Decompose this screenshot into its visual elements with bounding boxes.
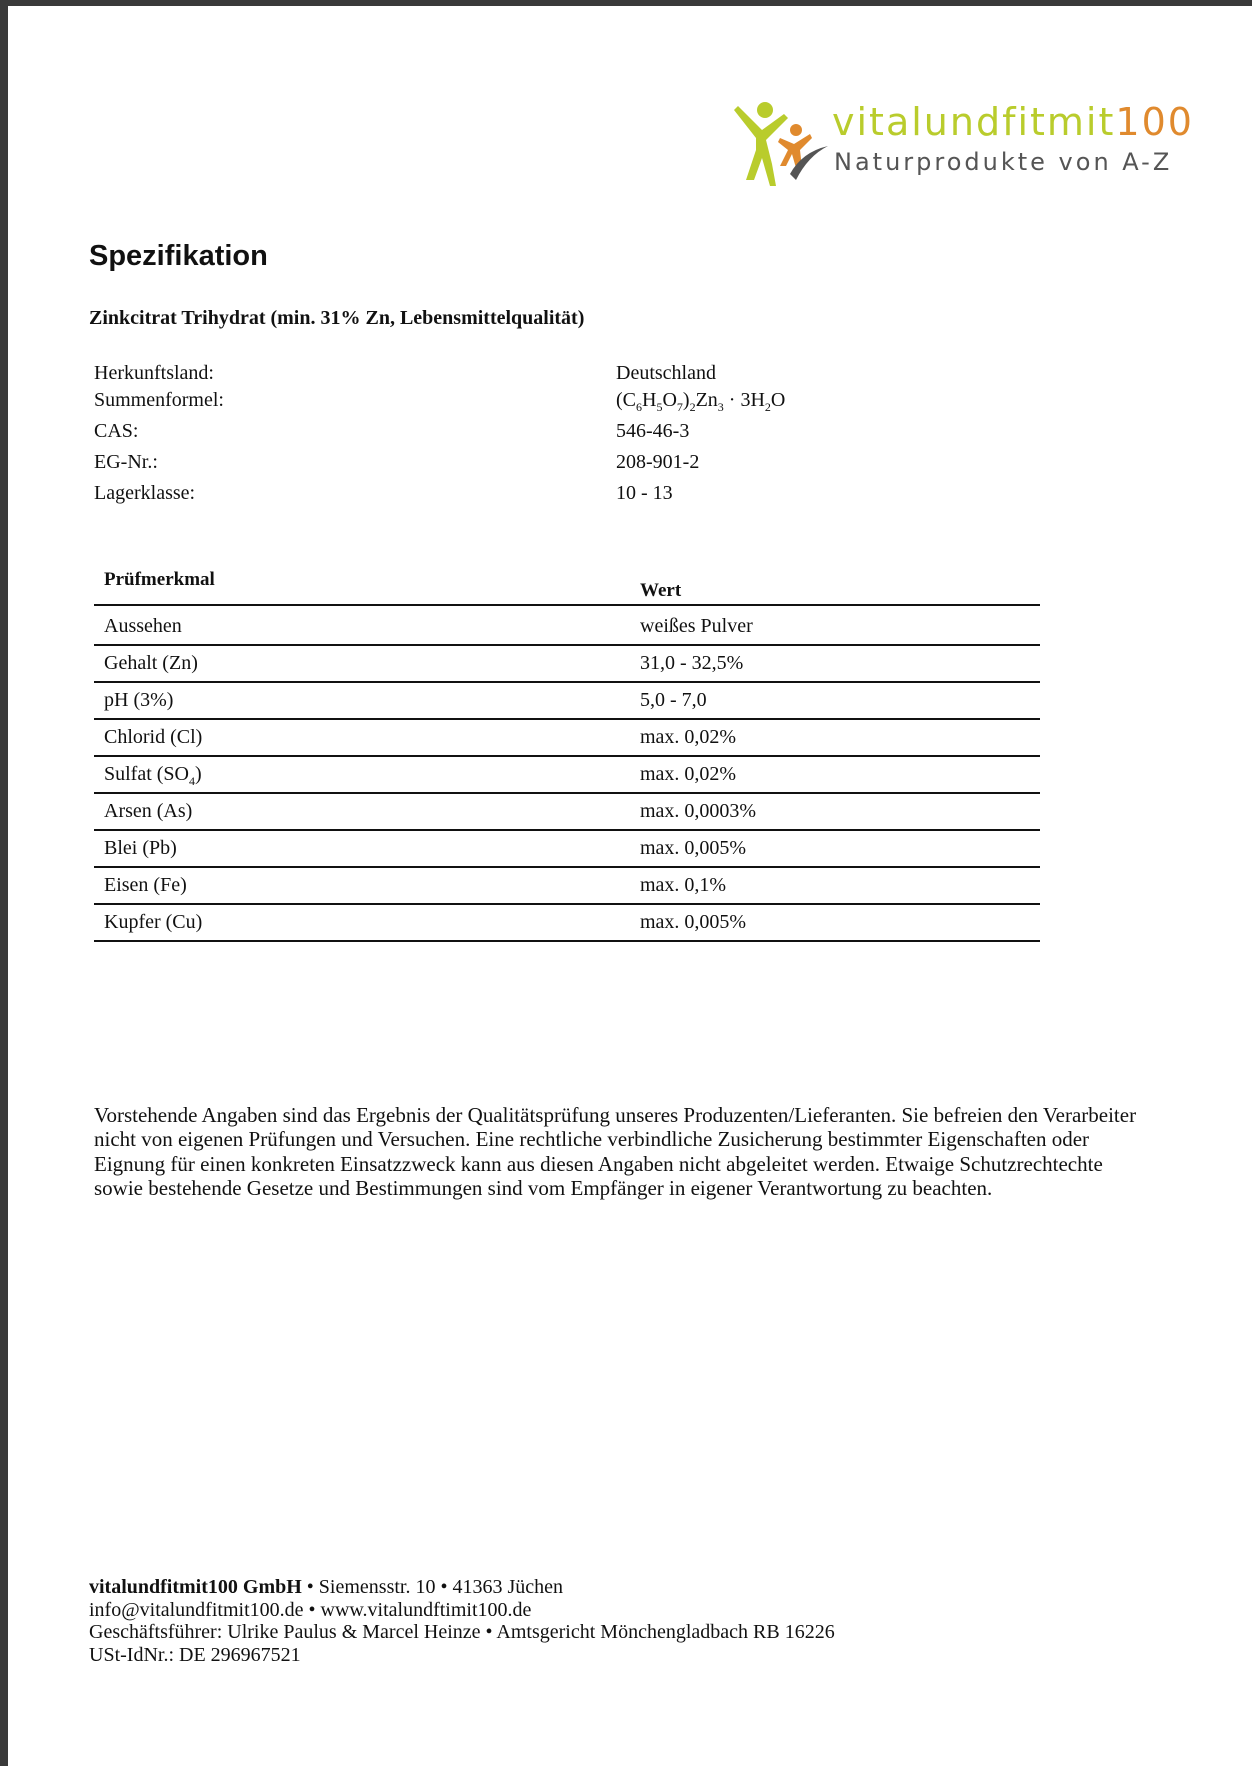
formula-value: $(C_6H_5O_7)_2Zn_3 \cdot 3H_2O$ — [616, 389, 786, 414]
info-row-storage — [94, 482, 894, 508]
cas-label: CAS: — [94, 420, 139, 442]
header-wert: Wert — [640, 580, 682, 601]
table-row — [94, 757, 1040, 794]
footer — [89, 1576, 835, 1666]
info-row-eg — [94, 451, 894, 482]
row-name: Chlorid (Cl) — [104, 726, 203, 748]
row-name: pH (3%) — [104, 689, 174, 711]
info-row-formula — [94, 389, 894, 420]
viewer-top-border — [0, 0, 1252, 6]
row-name: Gehalt (Zn) — [104, 652, 198, 674]
table-row — [94, 720, 1040, 757]
row-value: 31,0 - 32,5% — [640, 652, 744, 674]
table-row — [94, 868, 1040, 905]
viewer-left-border — [0, 0, 8, 1766]
storage-value: 10 - 13 — [616, 482, 673, 504]
info-row-cas — [94, 420, 894, 451]
eg-label: EG-Nr.: — [94, 451, 158, 473]
storage-label: Lagerklasse: — [94, 482, 196, 504]
footer-vat: USt-IdNr.: DE 296967521 — [89, 1643, 301, 1666]
row-value: 5,0 - 7,0 — [640, 689, 707, 711]
logo-tagline: Naturprodukte von A-Z — [834, 148, 1173, 176]
table-row — [94, 683, 1040, 720]
formula-label: Summenformel: — [94, 389, 224, 411]
logo-figure-icon — [732, 94, 832, 190]
eg-value: 208-901-2 — [616, 451, 700, 473]
table-row — [94, 831, 1040, 868]
table-row — [94, 606, 1040, 646]
row-value: max. 0,005% — [640, 911, 747, 933]
row-name: Aussehen — [104, 615, 182, 637]
table-row — [94, 794, 1040, 831]
footer-contact: info@vitalundfitmit100.de • www.vitalundftimit100.de — [89, 1598, 532, 1621]
row-name: Blei (Pb) — [104, 837, 177, 859]
cas-value: 546-46-3 — [616, 420, 690, 442]
row-name: Arsen (As) — [104, 800, 193, 822]
row-value: weißes Pulver — [640, 615, 753, 637]
row-value: max. 0,1% — [640, 874, 727, 896]
disclaimer-text: Vorstehende Angaben sind das Ergebnis der Qualitätsprüfung unseres Produzenten/Lieferanten. Sie befreien den Verarbeiter nicht von eigenen Prüfungen und Versuchen. Eine rechtliche verbindliche Zusicherung bestimmter Eigenschaften oder Eignung für einen konkreten Einsatzzweck kann aus diesen Angaben nicht abgeleitet werden. Etwaige Schutzrechtechte sowie bestehende Gesetze und Bestimmungen sind vom Empfänger in eigener Verantwortung zu beachten. — [94, 1103, 1137, 1201]
footer-company-line — [89, 1576, 835, 1599]
table-row — [94, 646, 1040, 683]
row-name: Kupfer (Cu) — [104, 911, 203, 933]
product-name: Zinkcitrat Trihydrat (min. 31% Zn, Lebensmittelqualität) — [89, 307, 585, 329]
row-value: max. 0,005% — [640, 837, 747, 859]
page-title: Spezifikation — [89, 240, 268, 272]
row-name: Sulfat $(SO_4)$ — [104, 763, 202, 788]
info-row-origin — [94, 362, 894, 389]
header-pruefmerkmal: Prüfmerkmal — [104, 569, 215, 590]
row-name: Eisen (Fe) — [104, 874, 187, 896]
footer-company-name: vitalundfitmit100 GmbH — [89, 1576, 302, 1598]
company-logo — [732, 94, 1194, 190]
row-value: max. 0,02% — [640, 726, 737, 748]
origin-value: Deutschland — [616, 362, 716, 384]
specification-table — [94, 566, 1040, 942]
footer-address: • Siemensstr. 10 • 41363 Jüchen — [301, 1576, 564, 1598]
row-value: max. 0,0003% — [640, 800, 757, 822]
table-row — [94, 905, 1040, 942]
logo-wordmark: vitalundfitmit100 — [832, 100, 1194, 144]
row-value: max. 0,02% — [640, 763, 737, 785]
footer-management: Geschäftsführer: Ulrike Paulus & Marcel Heinze • Amtsgericht Mönchengladbach RB 16226 — [89, 1621, 835, 1643]
product-info-block — [94, 362, 894, 508]
origin-label: Herkunftsland: — [94, 362, 214, 384]
table-header — [94, 566, 1040, 606]
